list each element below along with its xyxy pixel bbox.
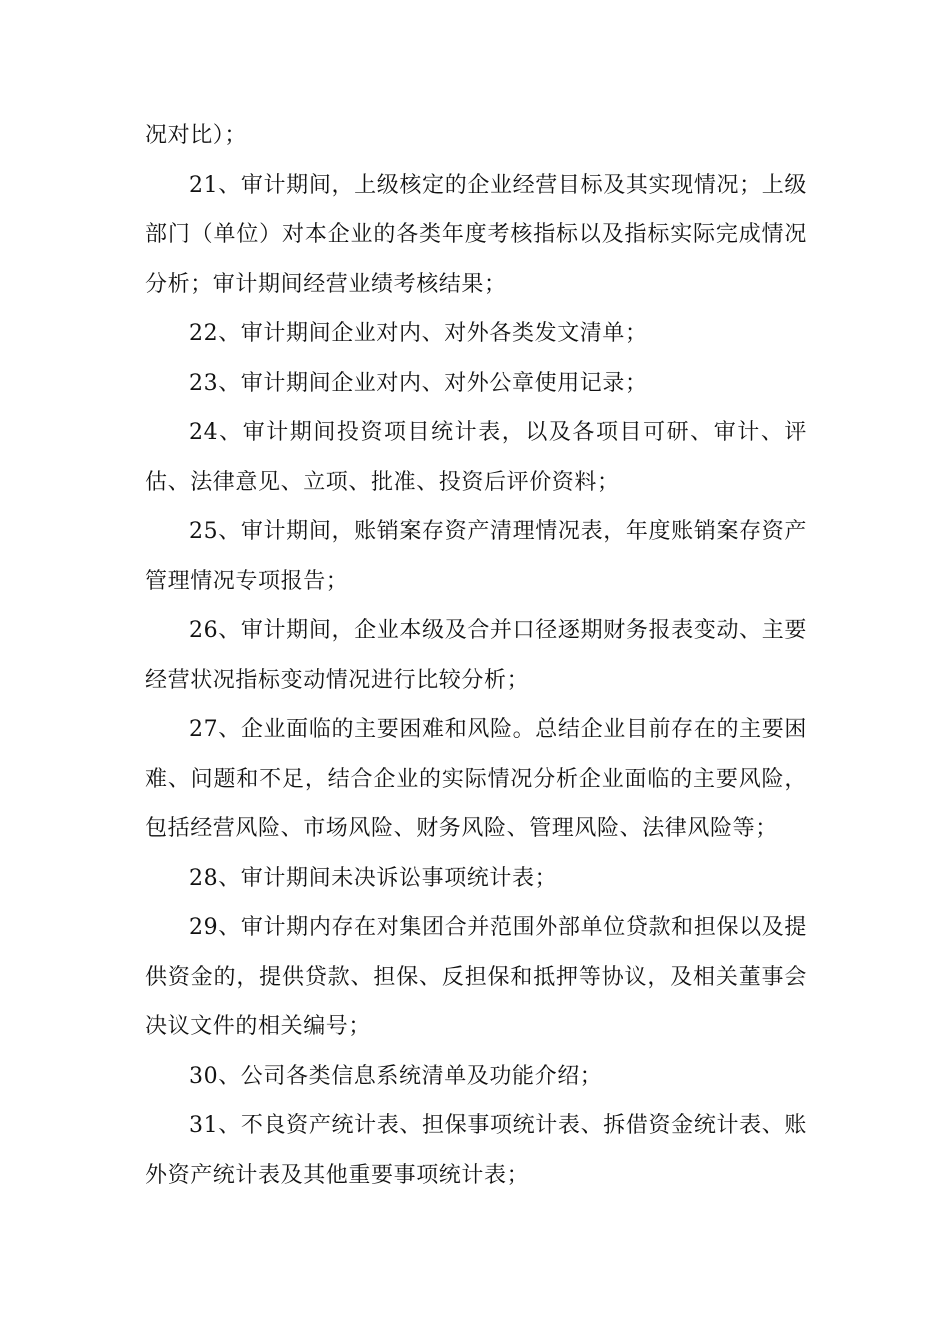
paragraph-item-22: 22、审计期间企业对内、对外各类发文清单； xyxy=(189,321,648,346)
document-body xyxy=(145,111,807,1200)
paragraph-item-27: 27、企业面临的主要困难和风险。总结企业目前存在的主要困难、问题和不足，结合企业的实际情况分析企业面临的主要风险，包括经营风险、市场风险、财务风险、管理风险、法律风险等； xyxy=(145,717,807,841)
paragraph-continuation: 况对比）； xyxy=(145,123,248,148)
paragraph-item-25: 25、审计期间，账销案存资产清理情况表，年度账销案存资产管理情况专项报告； xyxy=(145,519,807,594)
paragraph-item-21: 21、审计期间，上级核定的企业经营目标及其实现情况；上级部门（单位）对本企业的各类年度考核指标以及指标实际完成情况分析；审计期间经营业绩考核结果； xyxy=(145,172,807,297)
paragraph-item-31: 31、不良资产统计表、担保事项统计表、拆借资金统计表、账外资产统计表及其他重要事项统计表； xyxy=(145,1113,807,1188)
paragraph-item-29: 29、审计期内存在对集团合并范围外部单位贷款和担保以及提供资金的，提供贷款、担保、反担保和抵押等协议，及相关董事会决议文件的相关编号； xyxy=(145,915,807,1039)
paragraph-item-26: 26、审计期间，企业本级及合并口径逐期财务报表变动、主要经营状况指标变动情况进行比较分析； xyxy=(145,618,807,693)
paragraph-item-23: 23、审计期间企业对内、对外公章使用记录； xyxy=(189,370,648,396)
paragraph-item-24: 24、审计期间投资项目统计表，以及各项目可研、审计、评估、法律意见、立项、批准、投资后评价资料； xyxy=(145,420,807,495)
paragraph-item-30: 30、公司各类信息系统清单及功能介绍； xyxy=(189,1063,603,1089)
paragraph-item-28: 28、审计期间未决诉讼事项统计表； xyxy=(189,865,558,891)
